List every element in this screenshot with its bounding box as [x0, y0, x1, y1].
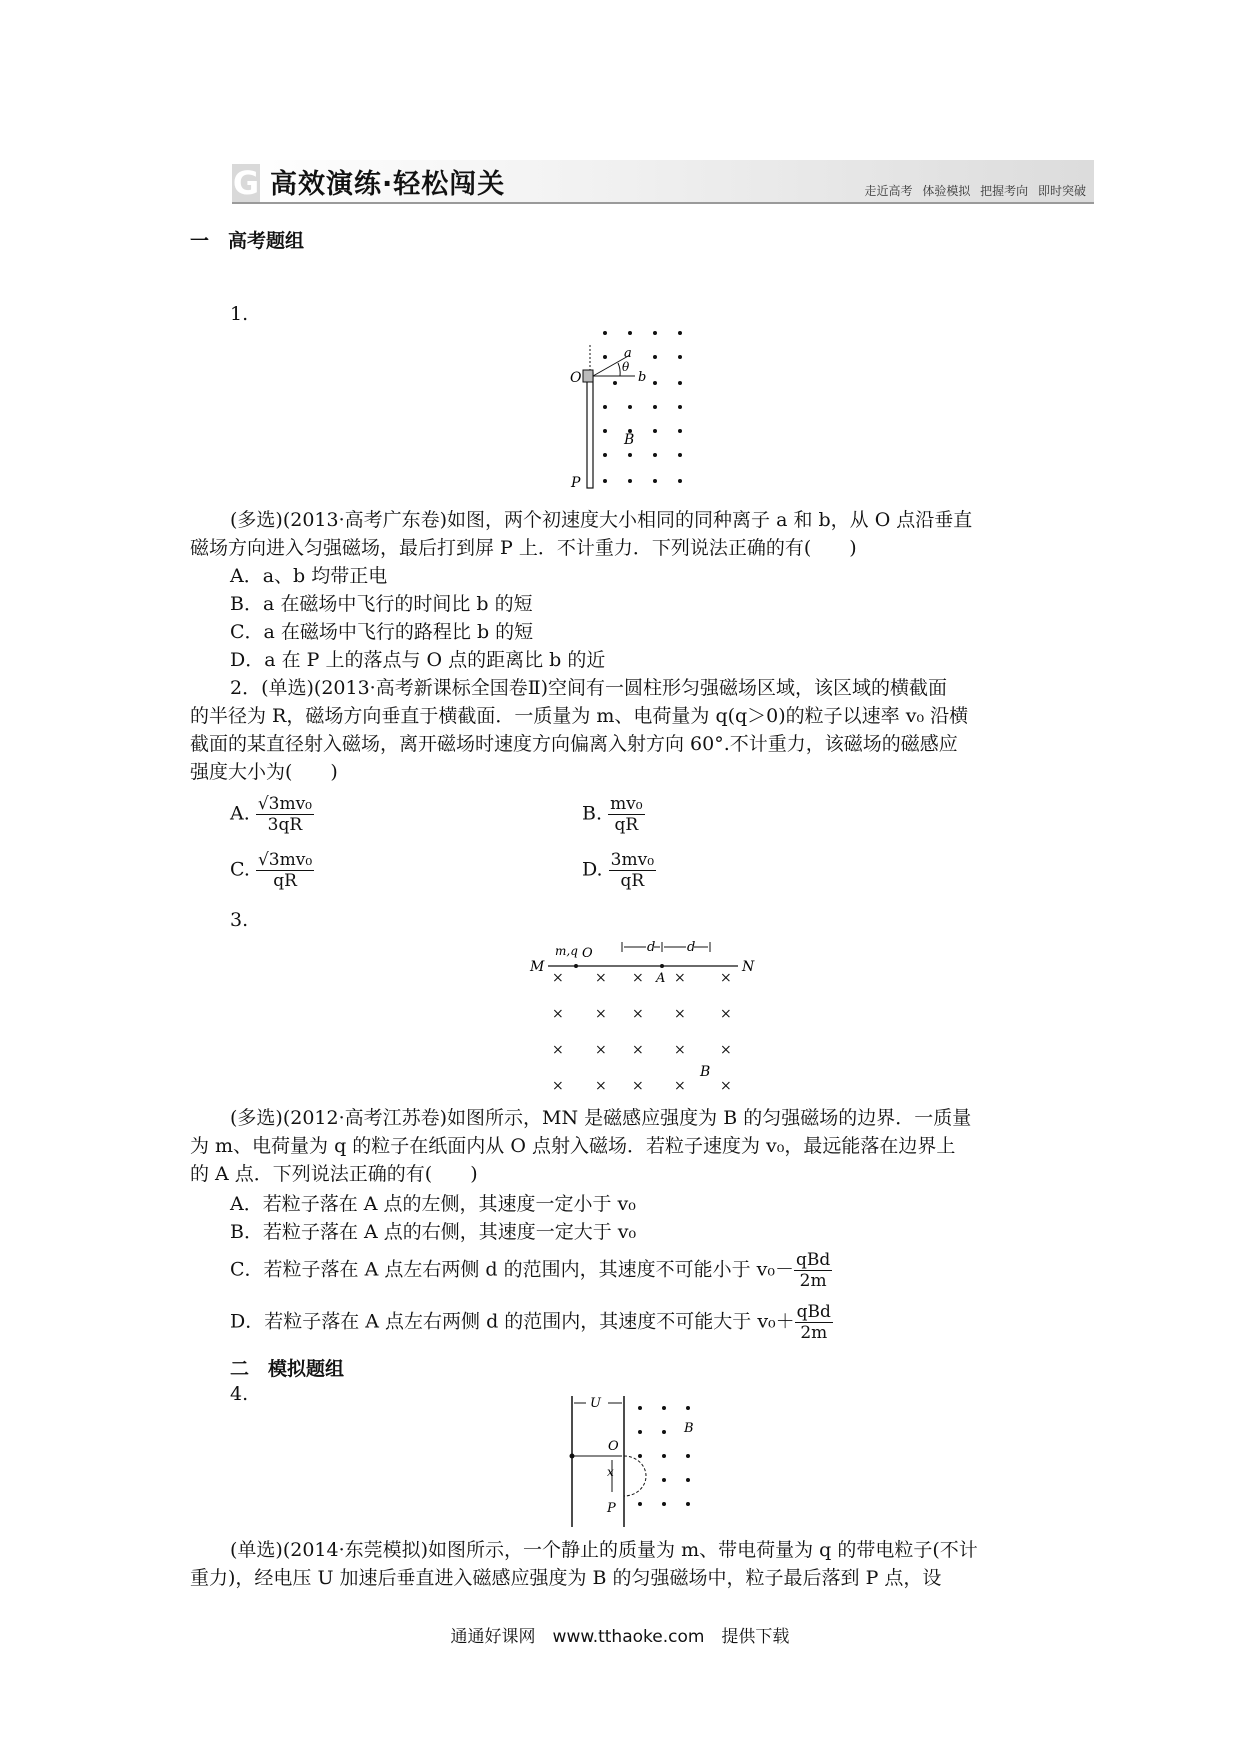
banner-logo: G — [232, 164, 260, 202]
q1-option-c: C．a 在磁场中飞行的路程比 b 的短 — [230, 621, 534, 643]
q3-option-a: A．若粒子落在 A 点的左侧，其速度一定小于 v₀ — [230, 1193, 636, 1215]
svg-text:×: × — [552, 1042, 564, 1058]
q3-label-m: M — [530, 959, 545, 975]
svg-text:×: × — [595, 970, 607, 986]
q1-figure — [560, 325, 720, 500]
svg-text:×: × — [632, 1078, 644, 1094]
q4-trajectory — [624, 1456, 646, 1496]
svg-text:×: × — [720, 1042, 732, 1058]
svg-text:×: × — [552, 1006, 564, 1022]
fraction-denominator: 3qR — [267, 815, 303, 835]
q1-option-b: B．a 在磁场中飞行的时间比 b 的短 — [230, 593, 533, 615]
q3-label-d1: d — [647, 940, 656, 955]
q3-option-b: B．若粒子落在 A 点的右侧，其速度一定大于 v₀ — [230, 1221, 637, 1243]
svg-text:×: × — [720, 1078, 732, 1094]
q3-label-a: A — [656, 971, 666, 986]
q2-option-a-label: A. — [230, 802, 250, 825]
svg-text:×: × — [632, 970, 644, 986]
q1-source — [583, 370, 593, 382]
q1-label-theta: θ — [622, 360, 630, 374]
q4-label-p: P — [607, 1501, 616, 1516]
q1-field-dots — [603, 331, 682, 483]
fraction-numerator: 3mv₀ — [610, 850, 655, 870]
fraction-numerator: qBd — [796, 1302, 831, 1322]
q4-number: 4. — [230, 1383, 249, 1405]
q3-label-o: O — [582, 946, 593, 961]
q1-label-a: a — [624, 346, 632, 361]
fraction-numerator: √3mv₀ — [257, 794, 312, 814]
q3-label-field: B — [700, 1064, 711, 1080]
fraction-numerator: qBd — [795, 1250, 831, 1270]
q2-stem-line1: 2．(单选)(2013·高考新课标全国卷Ⅱ)空间有一圆柱形匀强磁场区域，该区域的横截面 — [230, 677, 948, 699]
fraction-numerator: mv₀ — [610, 794, 643, 814]
svg-text:×: × — [674, 1042, 686, 1058]
q3-number: 3. — [230, 909, 249, 931]
svg-text:×: × — [552, 970, 564, 986]
q2-option-a-fraction — [256, 794, 314, 835]
svg-text:×: × — [632, 1042, 644, 1058]
q3-option-d-fraction — [795, 1302, 833, 1343]
q4-field-dots — [638, 1406, 690, 1506]
q3-stem-line3: 的 A 点．下列说法正确的有( ) — [190, 1163, 478, 1185]
q1-screen — [587, 373, 593, 488]
svg-text:×: × — [632, 1006, 644, 1022]
page-footer: 通通好课网 www.tthaoke.com 提供下载 — [450, 1627, 790, 1647]
banner-title: 高效演练·轻松闯关 — [270, 169, 506, 200]
q2-option-b-fraction — [608, 794, 645, 835]
q3-option-d — [230, 1302, 833, 1343]
section-heading-exam: 一 高考题组 — [190, 230, 305, 252]
q4-label-field: B — [684, 1421, 694, 1436]
q4-label-u: U — [590, 1396, 601, 1411]
q4-stem-line1: (单选)(2014·东莞模拟)如图所示，一个静止的质量为 m、带电荷量为 q 的带电粒子(不计 — [230, 1539, 978, 1561]
banner-tagline: 走近高考 体验模拟 把握考向 即时突破 — [864, 184, 1086, 198]
svg-text:×: × — [595, 1042, 607, 1058]
q2-option-d-label: D. — [582, 858, 603, 881]
q1-stem-line2: 磁场方向进入匀强磁场，最后打到屏 P 上．不计重力．下列说法正确的有( ) — [190, 537, 857, 559]
svg-text:×: × — [720, 970, 732, 986]
fraction-denominator: qR — [614, 815, 639, 835]
q1-number: 1. — [230, 303, 249, 325]
svg-text:×: × — [552, 1078, 564, 1094]
q3-label-mq: m,q — [555, 944, 578, 958]
section-banner — [232, 160, 1094, 204]
q2-option-b — [582, 794, 645, 835]
q4-label-o: O — [608, 1439, 619, 1454]
fraction-denominator: 2m — [799, 1271, 827, 1291]
q3-figure — [520, 930, 760, 1105]
q2-option-a — [230, 794, 314, 835]
q4-figure — [560, 1392, 720, 1532]
q4-stem-line2: 重力)，经电压 U 加速后垂直进入磁感应强度为 B 的匀强磁场中，粒子最后落到 P 点，设 — [190, 1567, 942, 1589]
q2-stem-line4: 强度大小为( ) — [190, 761, 338, 783]
q1-option-a: A．a、b 均带正电 — [230, 565, 388, 587]
q2-stem-line2: 的半径为 R，磁场方向垂直于横截面．一质量为 m、电荷量为 q(q＞0)的粒子以速率 v₀ 沿横 — [190, 705, 969, 727]
q2-option-c-label: C. — [230, 858, 250, 881]
fraction-numerator: √3mv₀ — [257, 850, 313, 870]
svg-text:×: × — [674, 1006, 686, 1022]
q1-label-o: O — [570, 370, 582, 386]
q2-option-c-fraction — [256, 850, 314, 891]
svg-text:×: × — [720, 1006, 732, 1022]
q1-option-d: D．a 在 P 上的落点与 O 点的距离比 b 的近 — [230, 649, 606, 671]
q3-option-d-text: D．若粒子落在 A 点左右两侧 d 的范围内，其速度不可能大于 v₀＋ — [230, 1310, 795, 1333]
q1-label-p: P — [571, 475, 581, 491]
svg-text:×: × — [674, 1078, 686, 1094]
q2-stem-line3: 截面的某直径射入磁场，离开磁场时速度方向偏离入射方向 60°.不计重力，该磁场的磁感应 — [190, 733, 958, 755]
q3-option-c-fraction — [794, 1250, 832, 1291]
fraction-denominator: qR — [273, 871, 297, 891]
section-heading-mock: 二 模拟题组 — [230, 1358, 345, 1380]
q3-stem-line2: 为 m、电荷量为 q 的粒子在纸面内从 O 点射入磁场．若粒子速度为 v₀，最远能落在边界上 — [190, 1135, 956, 1157]
q3-option-c-text: C．若粒子落在 A 点左右两侧 d 的范围内，其速度不可能小于 v₀－ — [230, 1258, 794, 1281]
fraction-denominator: qR — [620, 871, 645, 891]
q3-label-d2: d — [687, 940, 696, 955]
svg-text:×: × — [595, 1006, 607, 1022]
q2-option-c — [230, 850, 314, 891]
q3-stem-line1: (多选)(2012·高考江苏卷)如图所示，MN 是磁感应强度为 B 的匀强磁场的边界．一质量 — [230, 1107, 972, 1129]
fraction-denominator: 2m — [800, 1323, 828, 1343]
q1-label-b: b — [638, 370, 647, 385]
svg-text:×: × — [674, 970, 686, 986]
q2-option-d-fraction — [609, 850, 656, 891]
q1-stem-line1: (多选)(2013·高考广东卷)如图，两个初速度大小相同的同种离子 a 和 b，从 O 点沿垂直 — [230, 509, 973, 531]
q2-option-d — [582, 850, 656, 891]
q1-label-field: B — [624, 432, 635, 448]
q4-label-x: x — [607, 1465, 614, 1479]
q3-option-c — [230, 1250, 832, 1291]
q3-label-n: N — [742, 959, 755, 975]
svg-text:×: × — [595, 1078, 607, 1094]
q2-option-b-label: B. — [582, 802, 603, 825]
